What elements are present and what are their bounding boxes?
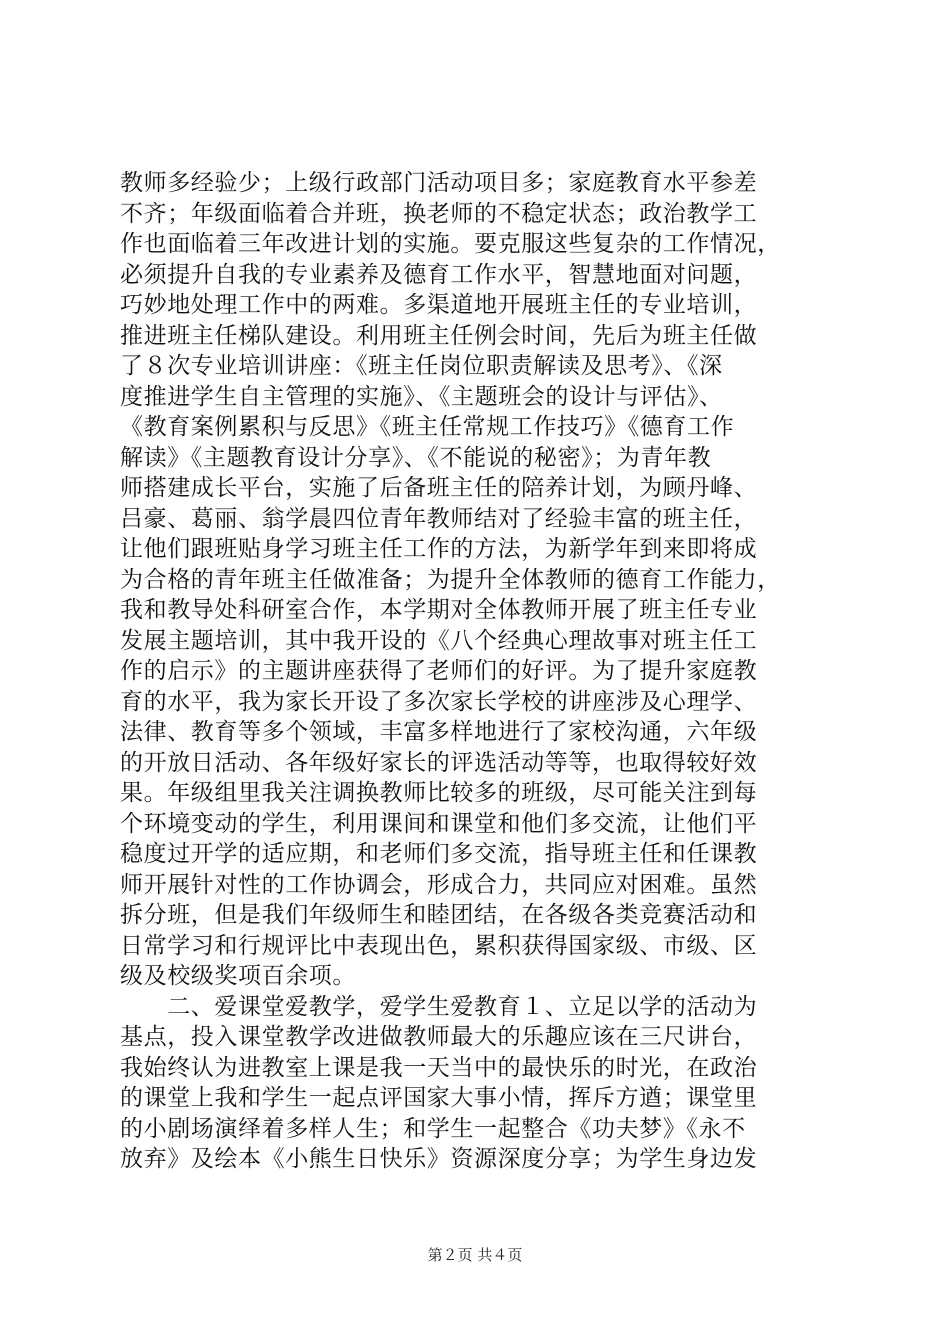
text-line: 让他们跟班贴身学习班主任工作的方法，为新学年到来即将成 — [120, 536, 758, 562]
text-line: 的小剧场演绎着多样人生；和学生一起整合《功夫梦》《永不 — [120, 1115, 746, 1142]
text-line: 不齐；年级面临着合并班，换老师的不稳定状态；政治教学工 — [120, 200, 758, 227]
text-line: 了８次专业培训讲座：《班主任岗位职责解读及思考》、《深 — [120, 353, 723, 379]
text-line: 巧妙地处理工作中的两难。多渠道地开展班主任的专业培训， — [120, 292, 758, 318]
text-line: 必须提升自我的专业素养及德育工作水平，智慧地面对问题， — [120, 261, 758, 288]
text-line: 果。年级组里我关注调换教师比较多的班级，尽可能关注到每 — [120, 780, 758, 806]
text-line: 放弃》及绘本《小熊生日快乐》资源深度分享；为学生身边发 — [120, 1146, 758, 1172]
text-line: 作的启示》的主题讲座获得了老师们的好评。为了提升家庭教 — [120, 658, 758, 684]
text-line: 拆分班，但是我们年级师生和睦团结，在各级各类竞赛活动和 — [120, 902, 758, 928]
text-line: 师开展针对性的工作协调会，形成合力，共同应对困难。虽然 — [120, 871, 758, 898]
text-line: 基点，投入课堂教学改进做教师最大的乐趣应该在三尺讲台， — [120, 1024, 758, 1050]
text-line: 稳度过开学的适应期，和老师们多交流，指导班主任和任课教 — [120, 841, 758, 867]
text-line: 发展主题培训，其中我开设的《八个经典心理故事对班主任工 — [120, 627, 758, 654]
text-line: 我和教导处科研室合作，本学期对全体教师开展了班主任专业 — [120, 597, 758, 623]
text-line: 作也面临着三年改进计划的实施。要克服这些复杂的工作情况， — [120, 231, 781, 257]
text-line: 的课堂上我和学生一起点评国家大事小情，挥斥方遒；课堂里 — [120, 1085, 758, 1111]
text-line: 教师多经验少；上级行政部门活动项目多；家庭教育水平参差 — [120, 170, 758, 196]
text-line: 育的水平，我为家长开设了多次家长学校的讲座涉及心理学、 — [120, 688, 758, 715]
text-line: 日常学习和行规评比中表现出色，累积获得国家级、市级、区 — [120, 932, 758, 959]
text-line: 我始终认为进教室上课是我一天当中的最快乐的时光，在政治 — [120, 1054, 758, 1081]
text-line: 《教育案例累积与反思》《班主任常规工作技巧》《德育工作 — [120, 414, 735, 440]
text-line: 级及校级奖项百余项。 — [120, 963, 356, 989]
text-line: 法律、教育等多个领域，丰富多样地进行了家校沟通，六年级 — [120, 719, 758, 745]
text-line: 解读》《主题教育设计分享》、《不能说的秘密》；为青年教 — [120, 444, 712, 471]
text-line: 吕豪、葛丽、翁学晨四位青年教师结对了经验丰富的班主任， — [120, 505, 758, 532]
text-line: 个环境变动的学生，利用课间和课堂和他们多交流，让他们平 — [120, 810, 758, 837]
page-number-label: 第２页 共４页 — [427, 1246, 523, 1264]
text-line: 为合格的青年班主任做准备；为提升全体教师的德育工作能力， — [120, 566, 781, 593]
text-line: 师搭建成长平台，实施了后备班主任的陪养计划，为顾丹峰、 — [120, 475, 758, 501]
page-footer — [0, 1244, 950, 1265]
document-body — [120, 168, 840, 1175]
text-line: 的开放日活动、各年级好家长的评选活动等等，也取得较好效 — [120, 749, 758, 776]
text-line: 度推进学生自主管理的实施》、《主题班会的设计与评估》、 — [120, 383, 723, 410]
text-line: 推进班主任梯队建设。利用班主任例会时间，先后为班主任做 — [120, 322, 758, 349]
text-line: 二、爱课堂爱教学，爱学生爱教育１、立足以学的活动为 — [120, 993, 758, 1020]
